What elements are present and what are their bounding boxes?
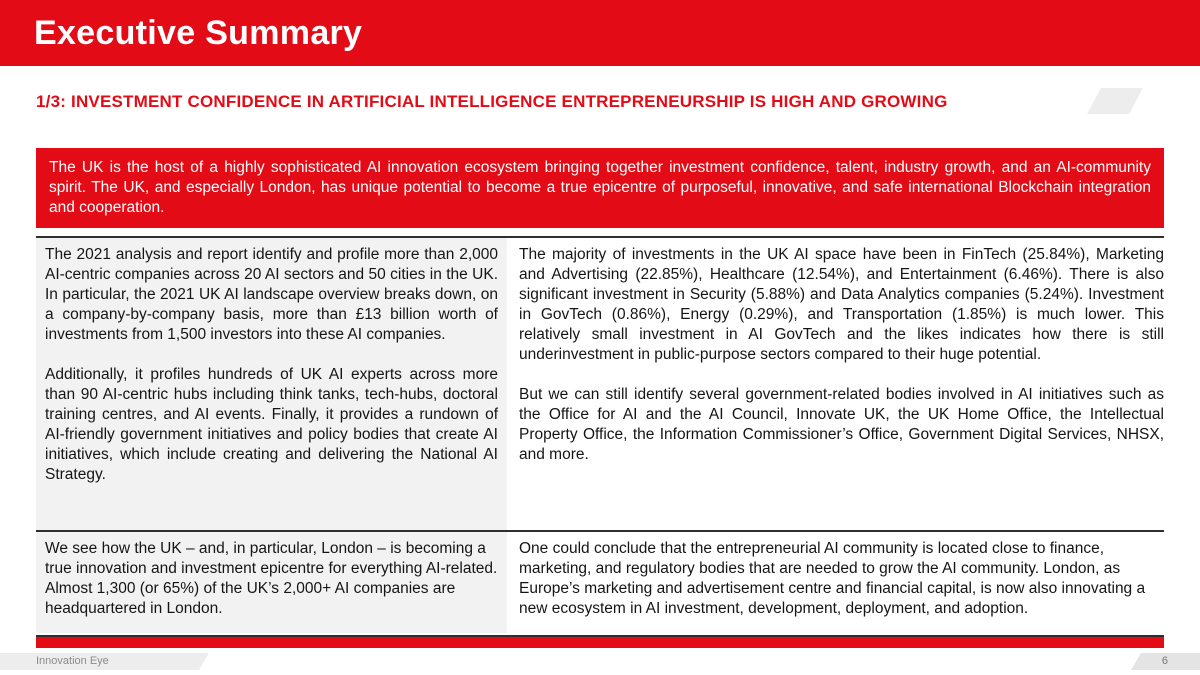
decor-box [1087,88,1143,114]
section-heading-text: 1/3: INVESTMENT CONFIDENCE IN ARTIFICIAL INTELLIGENCE ENTREPRENEURSHIP IS HIGH AND GROWING [36,92,948,111]
paragraph: But we can still identify several government-related bodies involved in AI initiatives such as the Office for AI and the AI Council, Innovate UK, the UK Home Office, the Intellectual Property Office, the Information Commissioner’s Office, Government Digital Services, NHSX, and more. [519,386,1164,463]
panel-investment-breakdown [507,238,1164,530]
footer [0,648,1200,675]
paragraph: The majority of investments in the UK AI space have been in FinTech (25.84%), Marketing and Advertising (22.85%), Healthcare (12.54%), and Entertainment (6.46%). There is also significant investment in Security (5.88%) and Data Analytics companies (5.24%). Investment in GovTech (0.86%), Energy (0.29%), and Transportation (1.85%) is much lower. This relatively small investment in AI GovTech and the likes indicates how there is still underinvestment in public-purpose sectors compared to their huge potential. [519,246,1164,363]
brand-label: Innovation Eye [36,655,109,667]
summary-grid [36,236,1164,633]
panel-conclusion [507,532,1164,633]
panel-london-epicentre [36,532,507,633]
callout-box [36,148,1164,228]
bottom-accent-bar [36,637,1164,648]
row-analysis [36,238,1164,530]
section-heading [36,92,1164,112]
paragraph: One could conclude that the entrepreneurial AI community is located close to finance, marketing, and regulatory bodies that are needed to grow the AI community. London, as Europe’s marketing and advertisement centre and financial capital, is now also innovating a new ecosystem in AI investment, development, deployment, and adoption. [519,540,1146,617]
page-number: 6 [1161,655,1168,667]
callout-text: The UK is the host of a highly sophisticated AI innovation ecosystem bringing together investment confidence, talent, industry growth, and an AI-community spirit. The UK, and especially London, has unique potential to become a true epicentre of purposeful, innovative, and safe international Blockchain integration and cooperation. [49,159,1151,216]
content-area [36,66,1164,633]
paragraph: The 2021 analysis and report identify and profile more than 2,000 AI-centric companies across 20 AI sectors and 50 cities in the UK. In particular, the 2021 UK AI landscape overview breaks down, on a company-by-company basis, more than £13 billion worth of investments from 1,500 investors into these AI companies. [45,246,498,343]
paragraph: We see how the UK – and, in particular, London – is becoming a true innovation and investment epicentre for everything AI-related. Almost 1,300 (or 65%) of the UK’s 2,000+ AI companies are headquartered in London. [45,540,498,617]
page-title: Executive Summary [34,13,363,52]
paragraph: Additionally, it profiles hundreds of UK AI experts across more than 90 AI-centric hubs including think tanks, tech-hubs, doctoral training centres, and AI events. Finally, it provides a rundown of AI-friendly government initiatives and policy bodies that create AI initiatives, which include creating and delivering the National AI Strategy. [45,366,498,483]
row-conclusion [36,532,1164,633]
panel-landscape-overview [36,238,507,530]
header-bar [0,0,1200,66]
